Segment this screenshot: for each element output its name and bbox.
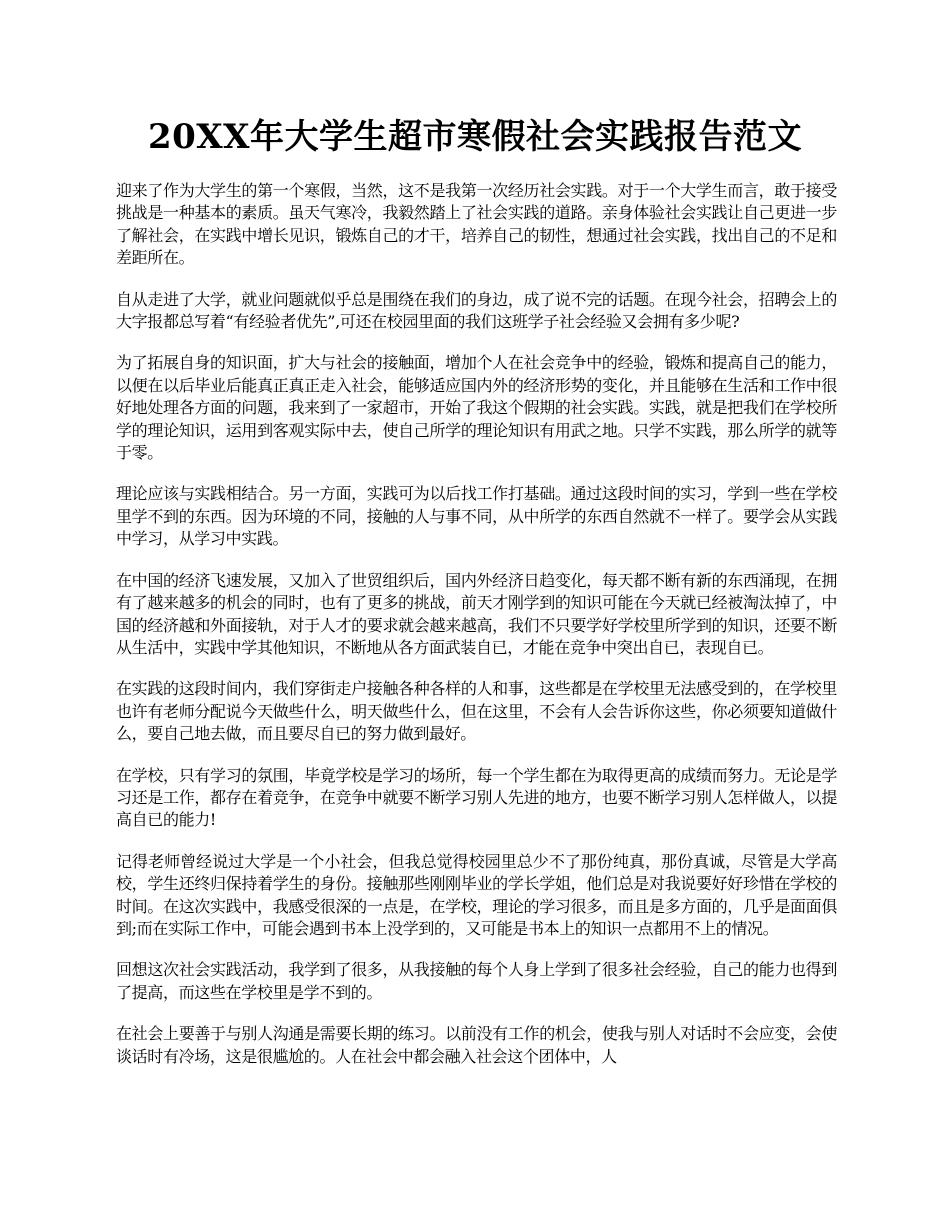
document-body [116, 180, 837, 1087]
paragraph: 理论应该与实践相结合。另一方面，实践可为以后找工作打基础。通过这段时间的实习，学到一些在学校里学不到的东西。因为环境的不同，接触的人与事不同，从中所学的东西自然就不一样了。要学会从实践中学习，从学习中实践。 [116, 484, 837, 549]
paragraph: 为了拓展自身的知识面，扩大与社会的接触面，增加个人在社会竞争中的经验，锻炼和提高自己的能力，以便在以后毕业后能真正真正走入社会，能够适应国内外的经济形势的变化，并且能够在生活和工作中很好地处理各方面的问题，我来到了一家超市，开始了我这个假期的社会实践。实践，就是把我们在学校所学的理论知识，运用到客观实际中去，使自己所学的理论知识有用武之地。只学不实践，那么所学的就等于零。 [116, 353, 837, 463]
paragraph: 在社会上要善于与别人沟通是需要长期的练习。以前没有工作的机会，使我与别人对话时不会应变，会使谈话时有冷场，这是很尴尬的。人在社会中都会融入社会这个团体中，人 [116, 1024, 837, 1066]
paragraph: 自从走进了大学，就业问题就似乎总是围绕在我们的身边，成了说不完的话题。在现今社会，招聘会上的大字报都总写着“有经验者优先”,可还在校园里面的我们这班学子社会经验又会拥有多少呢? [116, 289, 837, 332]
paragraph: 迎来了作为大学生的第一个寒假，当然，这不是我第一次经历社会实践。对于一个大学生而言，敢于接受挑战是一种基本的素质。虽天气寒冷，我毅然踏上了社会实践的道路。亲身体验社会实践让自己更进一步了解社会，在实践中增长见识，锻炼自己的才干，培养自己的韧性，想通过社会实践，找出自己的不足和差距所在。 [116, 181, 837, 268]
paragraph: 在学校，只有学习的氛围，毕竟学校是学习的场所，每一个学生都在为取得更高的成绩而努力。无论是学习还是工作，都存在着竞争，在竞争中就要不断学习别人先进的地方，也要不断学习别人怎样做人，以提高自已的能力! [116, 765, 837, 830]
paragraph: 在中国的经济飞速发展，又加入了世贸组织后，国内外经济日趋变化，每天都不断有新的东西涌现，在拥有了越来越多的机会的同时，也有了更多的挑战，前天才刚学到的知识可能在今天就已经被淘汰掉了，中国的经济越和外面接轨，对于人才的要求就会越来越高，我们不只要学好学校里所学到的知识，还要不断从生活中，实践中学其他知识，不断地从各方面武装自已，才能在竞争中突出自已，表现自已。 [116, 570, 837, 657]
paragraph: 记得老师曾经说过大学是一个小社会，但我总觉得校园里总少不了那份纯真，那份真诚，尽管是大学高校，学生还终归保持着学生的身份。接触那些刚刚毕业的学长学姐，他们总是对我说要好好珍惜在学校的时间。在这次实践中，我感受很深的一点是，在学校，理论的学习很多，而且是多方面的，几乎是面面俱到;而在实际工作中，可能会遇到书本上没学到的，又可能是书本上的知识一点都用不上的情况。 [116, 851, 837, 938]
paragraph: 在实践的这段时间内，我们穿街走户接触各种各样的人和事，这些都是在学校里无法感受到的，在学校里也许有老师分配说今天做些什么，明天做些什么，但在这里，不会有人会告诉你这些，你必须要知道做什么，要自己地去做，而且要尽自已的努力做到最好。 [116, 679, 837, 744]
paragraph: 回想这次社会实践活动，我学到了很多，从我接触的每个人身上学到了很多社会经验，自己的能力也得到了提高，而这些在学校里是学不到的。 [116, 960, 837, 1002]
document-title: 20XX年大学生超市寒假社会实践报告范文 [147, 117, 803, 157]
